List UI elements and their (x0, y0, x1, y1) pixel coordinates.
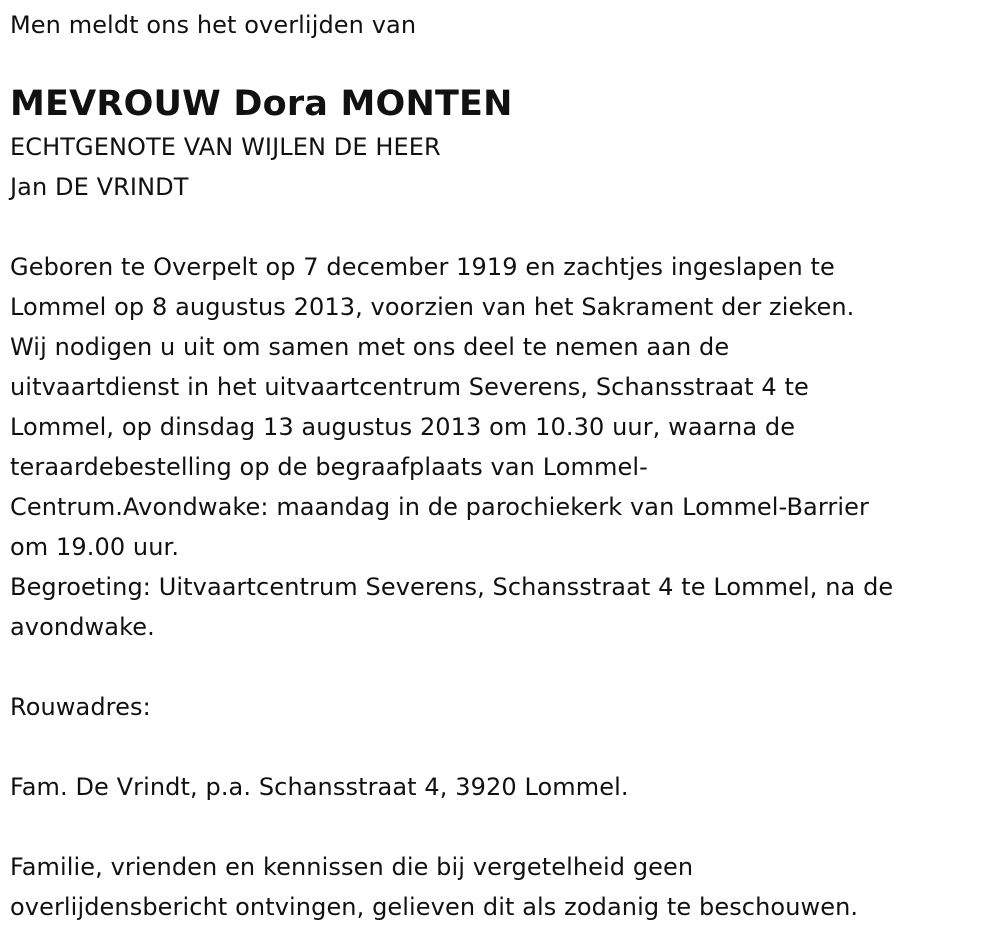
spacer (10, 727, 990, 767)
body-line: uitvaartdienst in het uitvaartcentrum Severens, Schansstraat 4 te (10, 373, 809, 401)
closing-line: overlijdensbericht ontvingen, gelieven dit als zodanig te beschouwen. (10, 893, 859, 921)
body-line: Lommel, op dinsdag 13 augustus 2013 om 10.30 uur, waarna de (10, 413, 796, 441)
closing-note (10, 847, 990, 927)
body-line: Begroeting: Uitvaartcentrum Severens, Schansstraat 4 te Lommel, na de (10, 573, 894, 601)
spacer (10, 207, 990, 247)
body-line: avondwake. (10, 613, 155, 641)
spacer (10, 807, 990, 847)
deceased-name: MEVROUW Dora MONTEN (10, 84, 513, 124)
body-line: Centrum.Avondwake: maandag in de parochiekerk van Lommel-Barrier (10, 493, 869, 521)
closing-line: Familie, vrienden en kennissen die bij vergetelheid geen (10, 853, 694, 881)
spouse-title: ECHTGENOTE VAN WIJLEN DE HEER (10, 133, 441, 161)
body-line: om 19.00 uur. (10, 533, 180, 561)
body-line: teraardebestelling op de begraafplaats van Lommel- (10, 453, 648, 481)
body-line: Geboren te Overpelt op 7 december 1919 en zachtjes ingeslapen te (10, 253, 835, 281)
intro-text: Men meldt ons het overlijden van (10, 11, 417, 39)
body-line: Wij nodigen u uit om samen met ons deel te nemen aan de (10, 333, 730, 361)
body-line: Lommel op 8 augustus 2013, voorzien van het Sakrament der zieken. (10, 293, 855, 321)
mourning-address-label: Rouwadres: (10, 693, 151, 721)
mourning-address: Fam. De Vrindt, p.a. Schansstraat 4, 3920 Lommel. (10, 773, 629, 801)
spacer (10, 647, 990, 687)
funeral-details (10, 247, 990, 647)
spouse-name: Jan DE VRINDT (10, 173, 189, 201)
